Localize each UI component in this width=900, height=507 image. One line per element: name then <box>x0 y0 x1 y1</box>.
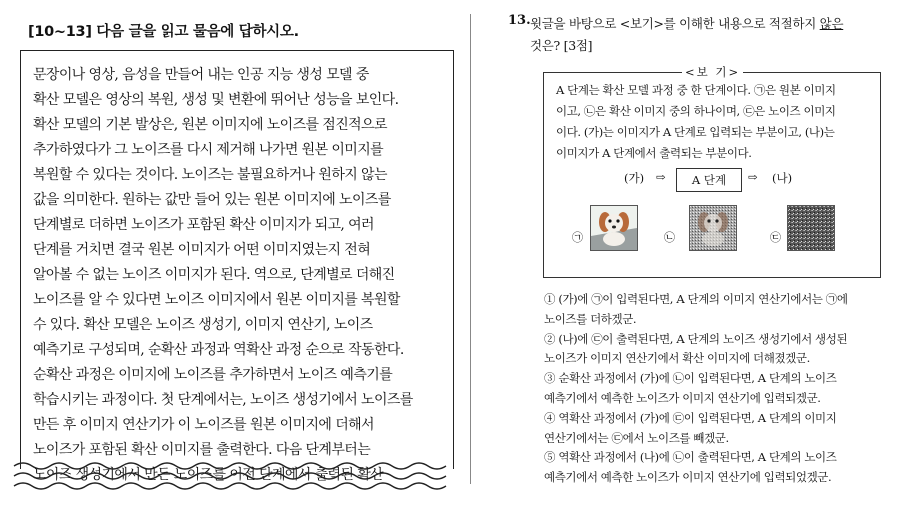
flow-output-label: (나) <box>772 171 793 185</box>
question-stem-part: 윗글을 바탕으로 <보기>를 이해한 내용으로 적절하지 <box>530 16 820 31</box>
choice-line: 연산기에서는 ㉢에서 노이즈를 빼겠군. <box>544 430 729 445</box>
passage-box <box>20 50 454 483</box>
question-stem-underlined: 않은 <box>819 16 844 31</box>
panel-label-original: ㉠ <box>572 231 583 244</box>
question-stem-points: 것은? [3점] <box>530 38 593 53</box>
passage-line: 추가하였다가 그 노이즈를 다시 제거해 나가면 원본 이미지를 <box>33 142 384 158</box>
bogi-title: <보 기> <box>682 64 743 80</box>
passage-header: [10~13] 다음 글을 읽고 물음에 답하시오. <box>28 24 299 40</box>
passage-line: 노이즈가 포함된 확산 이미지를 출력한다. 다음 단계부터는 <box>33 442 371 458</box>
passage-line: 확산 모델은 영상의 복원, 생성 및 변환에 뛰어난 성능을 보인다. <box>33 92 399 108</box>
passage-line: 노이즈 생성기에서 만든 노이즈를 이전 단계에서 출력된 확산 <box>33 467 384 483</box>
diffused-image <box>689 205 737 251</box>
column-divider <box>470 14 471 484</box>
passage-line: 순확산 과정은 이미지에 노이즈를 추가하면서 노이즈 예측기를 <box>33 367 393 383</box>
noise-image <box>787 205 835 251</box>
noisy-dog-icon <box>690 206 736 250</box>
choice-line: 노이즈를 더하겠군. <box>544 311 637 326</box>
choice-line: 예측기에서 예측한 노이즈가 이미지 연산기에 입력되었겠군. <box>544 470 832 485</box>
bogi-text <box>556 80 870 164</box>
passage-line: 예측기로 구성되며, 순확산 과정과 역확산 과정 순으로 작동한다. <box>33 342 404 358</box>
choice-line: ② (나)에 ㉢이 출력된다면, A 단계의 노이즈 생성기에서 생성된 <box>544 331 848 346</box>
panel-label-noise: ㉢ <box>770 231 781 244</box>
original-image <box>590 205 638 251</box>
choice-line: ④ 역확산 과정에서 (가)에 ㉢이 입력된다면, A 단계의 이미지 <box>544 410 837 425</box>
choice-line: ① (가)에 ㉠이 입력된다면, A 단계의 이미지 연산기에서는 ㉠에 <box>544 292 848 306</box>
passage-line: 문장이나 영상, 음성을 만들어 내는 인공 지능 생성 모델 중 <box>33 67 369 83</box>
bogi-line: 이미지가 A 단계에서 출력되는 부분이다. <box>556 146 752 160</box>
question-number: 13. <box>508 13 531 28</box>
passage-line: 학습시키는 과정이다. 첫 단계에서는, 노이즈 생성기에서 노이즈를 <box>33 392 413 408</box>
bogi-line: 이고, ㉡은 확산 이미지 중의 하나이며, ㉢은 노이즈 이미지 <box>556 104 836 118</box>
stage-a-box: A 단계 <box>676 168 742 192</box>
passage-line: 확산 모델의 기본 발상은, 원본 이미지에 노이즈를 점진적으로 <box>33 117 387 133</box>
passage-line: 노이즈를 알 수 있다면 노이즈 이미지에서 원본 이미지를 복원할 <box>33 292 400 308</box>
passage-line: 값을 의미한다. 원하는 값만 들어 있는 원본 이미지에 노이즈를 <box>33 192 391 208</box>
passage-line: 만든 후 이미지 연산기가 이 노이즈를 원본 이미지에 더해서 <box>33 417 374 433</box>
passage-line: 알아볼 수 없는 노이즈 이미지가 된다. 역으로, 단계별로 더해진 <box>33 267 395 283</box>
panel-label-diffused: ㉡ <box>664 231 675 244</box>
flow-arrow-icon: ⇨ <box>656 170 666 184</box>
passage-line: 단계별로 더하면 노이즈가 포함된 확산 이미지가 되고, 여러 <box>33 217 374 233</box>
choice-line: ③ 순확산 과정에서 (가)에 ㉡이 입력된다면, A 단계의 노이즈 <box>544 371 837 386</box>
wavy-cut-edge <box>14 460 459 496</box>
choice-line: 예측기에서 예측한 노이즈가 이미지 연산기에 입력되겠군. <box>544 390 821 405</box>
bogi-line: 이다. (가)는 이미지가 A 단계로 입력되는 부분이고, (나)는 <box>556 125 835 139</box>
passage-line: 수 있다. 확산 모델은 노이즈 생성기, 이미지 연산기, 노이즈 <box>33 317 373 333</box>
noise-pattern-icon <box>788 206 834 250</box>
passage-line: 단계를 거치면 결국 원본 이미지가 어떤 이미지였는지 전혀 <box>33 242 371 258</box>
bogi-line: A 단계는 확산 모델 과정 중 한 단계이다. ㉠은 원본 이미지 <box>556 83 836 97</box>
dog-icon <box>591 206 637 250</box>
passage-line: 복원할 수 있다는 것이다. 노이즈는 불필요하거나 원하지 않는 <box>33 167 387 183</box>
flow-arrow-icon: ⇨ <box>748 170 758 184</box>
choice-line: ⑤ 역확산 과정에서 (나)에 ㉡이 출력된다면, A 단계의 노이즈 <box>544 450 837 465</box>
question-stem <box>530 13 890 57</box>
choice-line: 노이즈가 이미지 연산기에서 확산 이미지에 더해졌겠군. <box>544 351 810 366</box>
flow-input-label: (가) <box>624 171 645 185</box>
passage-text <box>33 63 443 488</box>
answer-choices <box>544 290 889 488</box>
